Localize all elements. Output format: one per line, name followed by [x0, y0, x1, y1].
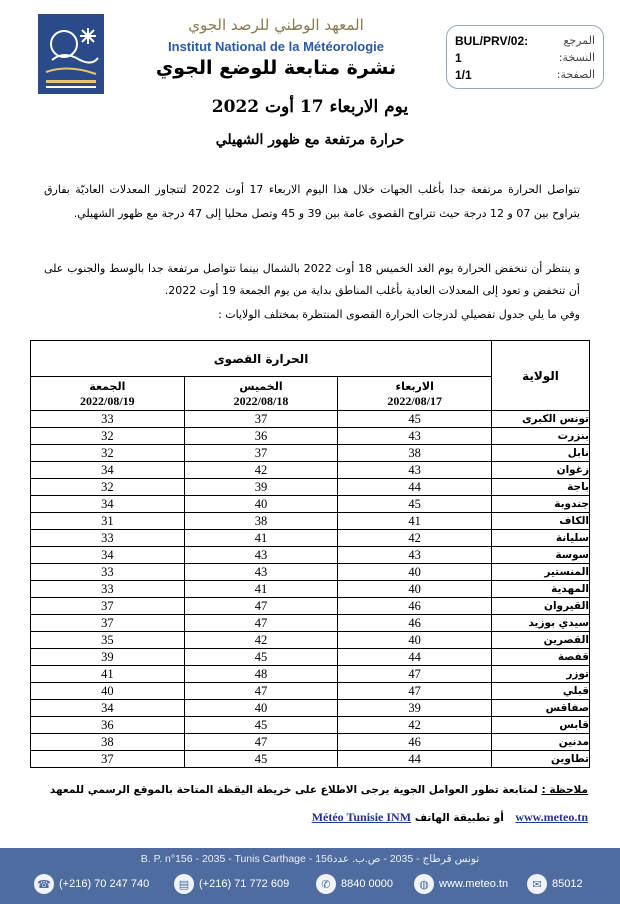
temp-cell-day2: 45: [184, 751, 338, 768]
green-number: 8840 0000: [341, 878, 393, 890]
temp-cell-day1: 41: [338, 513, 492, 530]
inm-logo: [38, 14, 104, 94]
temp-cell-day1: 42: [338, 717, 492, 734]
footer-website[interactable]: www.meteo.tn: [439, 878, 509, 890]
col-wilaya-header: الولاية: [492, 341, 590, 411]
governorate-cell: الكاف: [492, 513, 590, 530]
governorate-cell: صفاقس: [492, 700, 590, 717]
temp-cell-day3: 38: [31, 734, 185, 751]
temp-cell-day1: 46: [338, 615, 492, 632]
day-title: يوم الاربعاء 17 أوت 2022: [211, 97, 409, 117]
governorate-cell: سليانة: [492, 530, 590, 547]
footer: [0, 848, 620, 904]
temp-cell-day1: 45: [338, 411, 492, 428]
governorate-cell: المنستير: [492, 564, 590, 581]
contact-phone: [34, 874, 149, 894]
temp-cell-day3: 33: [31, 530, 185, 547]
temp-cell-day1: 44: [338, 649, 492, 666]
phone-call-icon: ✆: [316, 874, 336, 894]
temp-cell-day1: 43: [338, 547, 492, 564]
governorate-cell: نابل: [492, 445, 590, 462]
table-row: [31, 683, 590, 700]
note: [32, 784, 588, 796]
temp-cell-day2: 40: [184, 496, 338, 513]
ref-value: 1/1: [455, 67, 472, 82]
temp-cell-day1: 40: [338, 632, 492, 649]
temp-cell-day1: 46: [338, 734, 492, 751]
temp-cell-day1: 44: [338, 751, 492, 768]
day-name: الاربعاء: [395, 379, 434, 393]
contact-green-number: [316, 874, 393, 894]
temp-cell-day1: 38: [338, 445, 492, 462]
table-body: [31, 411, 590, 768]
temp-cell-day3: 33: [31, 564, 185, 581]
temp-cell-day2: 41: [184, 530, 338, 547]
subtitle: حرارة مرتفعة مع ظهور الشهيلي: [215, 132, 405, 148]
temp-cell-day3: 37: [31, 751, 185, 768]
paragraph-current: تتواصل الحرارة مرتفعة جدا بأغلب الجهات خلال هذا اليوم الاربعاء 17 أوت 2022 لتتجاوز المعدلات العاديّة بفارق يتراوح بين 07 و 12 درجة حيث تتراوح القصوى عامة بين 39 و 45 وتصل محليا إلى 47 درجة مع ظهور الشهيلي.: [44, 183, 581, 220]
governorate-cell: تونس الكبرى: [492, 411, 590, 428]
table-row: [31, 734, 590, 751]
temp-cell-day3: 33: [31, 411, 185, 428]
ref-row-reference: [455, 32, 595, 49]
temp-cell-day1: 47: [338, 683, 492, 700]
temp-cell-day1: 43: [338, 428, 492, 445]
day-name: الجمعة: [89, 379, 126, 393]
app-name-link[interactable]: Météo Tunisie INM: [311, 810, 412, 824]
table-row: [31, 581, 590, 598]
phone-icon: ☎: [34, 874, 54, 894]
governorate-cell: قابس: [492, 717, 590, 734]
table-row: [31, 649, 590, 666]
ref-row-version: [455, 49, 595, 66]
temp-cell-day3: 34: [31, 462, 185, 479]
ref-value: 1: [455, 50, 462, 65]
governorate-cell: سيدي بوزيد: [492, 615, 590, 632]
temp-cell-day3: 34: [31, 496, 185, 513]
table-row: [31, 598, 590, 615]
contact-website: [414, 874, 508, 894]
paragraph-table-intro: وفي ما يلي جدول تفصيلي لدرجات الحرارة القصوى المنتظرة بمختلف الولايات :: [218, 308, 580, 321]
temp-cell-day1: 45: [338, 496, 492, 513]
table-row: [31, 564, 590, 581]
temp-cell-day2: 42: [184, 632, 338, 649]
day-date: 2022/08/17: [387, 393, 442, 408]
temp-cell-day2: 47: [184, 615, 338, 632]
footer-contacts: [0, 874, 620, 900]
temp-cell-day2: 47: [184, 734, 338, 751]
temp-cell-day1: 43: [338, 462, 492, 479]
temp-cell-day2: 40: [184, 700, 338, 717]
table-row: [31, 530, 590, 547]
day-date: 2022/08/19: [80, 393, 135, 408]
fax-icon: ▤: [174, 874, 194, 894]
table-row: [31, 462, 590, 479]
temp-cell-day3: 36: [31, 717, 185, 734]
col-day-header: [338, 377, 492, 411]
table-row: [31, 632, 590, 649]
ref-label: الصفحة:: [556, 68, 595, 81]
temp-cell-day1: 47: [338, 666, 492, 683]
table-row: [31, 717, 590, 734]
globe-icon: ◍: [414, 874, 434, 894]
temp-cell-day1: 39: [338, 700, 492, 717]
temp-cell-day2: 39: [184, 479, 338, 496]
temp-cell-day1: 42: [338, 530, 492, 547]
ref-label: المرجع: [563, 34, 595, 47]
governorate-cell: زغوان: [492, 462, 590, 479]
temp-cell-day2: 41: [184, 581, 338, 598]
governorate-cell: قبلي: [492, 683, 590, 700]
sms-number: 85012: [552, 878, 583, 890]
day-name: الخميس: [239, 379, 283, 393]
governorate-cell: باجة: [492, 479, 590, 496]
temp-cell-day3: 31: [31, 513, 185, 530]
max-temperature-table: [30, 340, 590, 768]
table-row: [31, 428, 590, 445]
temp-cell-day1: 40: [338, 581, 492, 598]
ref-value: BUL/PRV/02:: [455, 33, 529, 48]
temp-cell-day3: 39: [31, 649, 185, 666]
ref-label: النسخة:: [558, 51, 595, 64]
table-row: [31, 513, 590, 530]
table-row: [31, 615, 590, 632]
day-date: 2022/08/18: [233, 393, 289, 408]
note-links: [32, 810, 588, 825]
temp-cell-day1: 40: [338, 564, 492, 581]
temp-cell-day2: 37: [184, 411, 338, 428]
governorate-cell: القصرين: [492, 632, 590, 649]
temp-cell-day3: 32: [31, 428, 185, 445]
phone-number: (+216) 70 247 740: [59, 878, 150, 890]
ref-row-page: [455, 66, 595, 83]
temp-cell-day2: 43: [184, 547, 338, 564]
note-text: لمتابعة تطور العوامل الجوية يرجى الاطلاع على خريطة اليقظة المتاحة بالموقع الرسمي للمعهد: [49, 784, 538, 796]
note-label: ملاحظة :: [541, 784, 588, 796]
temp-cell-day2: 48: [184, 666, 338, 683]
temp-cell-day2: 47: [184, 683, 338, 700]
footer-address: B. P. n°156 - 2035 - Tunis Carthage - تونس قرطاج - 2035 - ص.ب. عدد156: [140, 853, 480, 865]
table-row: [31, 479, 590, 496]
governorate-cell: مدنين: [492, 734, 590, 751]
temp-cell-day3: 37: [31, 598, 185, 615]
temp-cell-day2: 37: [184, 445, 338, 462]
temp-cell-day1: 46: [338, 598, 492, 615]
temp-cell-day2: 45: [184, 717, 338, 734]
temp-cell-day3: 40: [31, 683, 185, 700]
governorate-cell: بنزرت: [492, 428, 590, 445]
temp-cell-day3: 34: [31, 700, 185, 717]
temp-cell-day2: 43: [184, 564, 338, 581]
temp-cell-day2: 42: [184, 462, 338, 479]
col-max-temp-header: الحرارة القصوى: [31, 341, 492, 377]
governorate-cell: جندوبة: [492, 496, 590, 513]
temp-cell-day2: 47: [184, 598, 338, 615]
paragraph-forecast: و ينتظر أن تنخفض الحرارة يوم الغد الخميس 18 أوت 2022 بالشمال بينما تتواصل مرتفعة جدا بالوسط والجنوب على أن تنخفض و تعود إلى المعدلات العادية بأغلب المناطق بداية من يوم الجمعة 19 أوت 2022.: [44, 262, 580, 297]
institute-name-ar: المعهد الوطني للرصد الجوي: [188, 16, 364, 34]
governorate-cell: المهدية: [492, 581, 590, 598]
table-row: [31, 496, 590, 513]
table-row: [31, 751, 590, 768]
contact-fax: [174, 874, 289, 894]
table-row: [31, 445, 590, 462]
bulletin-title: نشرة متابعة للوضع الجوي: [155, 57, 397, 79]
governorate-cell: قفصة: [492, 649, 590, 666]
website-link[interactable]: www.meteo.tn: [515, 810, 588, 824]
table-row: [31, 666, 590, 683]
fax-number: (+216) 71 772 609: [199, 878, 290, 890]
temp-cell-day1: 44: [338, 479, 492, 496]
table-row: [31, 700, 590, 717]
governorate-cell: القيروان: [492, 598, 590, 615]
temp-cell-day3: 32: [31, 445, 185, 462]
temp-cell-day3: 33: [31, 581, 185, 598]
governorate-cell: سوسة: [492, 547, 590, 564]
governorate-cell: تطاوين: [492, 751, 590, 768]
col-day-header: [184, 377, 338, 411]
institute-name-fr: Institut National de la Météorologie: [168, 39, 384, 54]
sms-icon: ✉: [527, 874, 547, 894]
temp-cell-day3: 34: [31, 547, 185, 564]
temp-cell-day2: 45: [184, 649, 338, 666]
col-day-header: [31, 377, 185, 411]
governorate-cell: توزر: [492, 666, 590, 683]
temp-cell-day3: 32: [31, 479, 185, 496]
reference-box: [446, 25, 604, 89]
temp-cell-day2: 38: [184, 513, 338, 530]
temp-cell-day3: 41: [31, 666, 185, 683]
contact-sms: [527, 874, 583, 894]
table-row: [31, 547, 590, 564]
temp-cell-day2: 36: [184, 428, 338, 445]
table-row: [31, 411, 590, 428]
app-text: أو تطبيقة الهاتف: [414, 812, 504, 824]
temp-cell-day3: 35: [31, 632, 185, 649]
temp-cell-day3: 37: [31, 615, 185, 632]
